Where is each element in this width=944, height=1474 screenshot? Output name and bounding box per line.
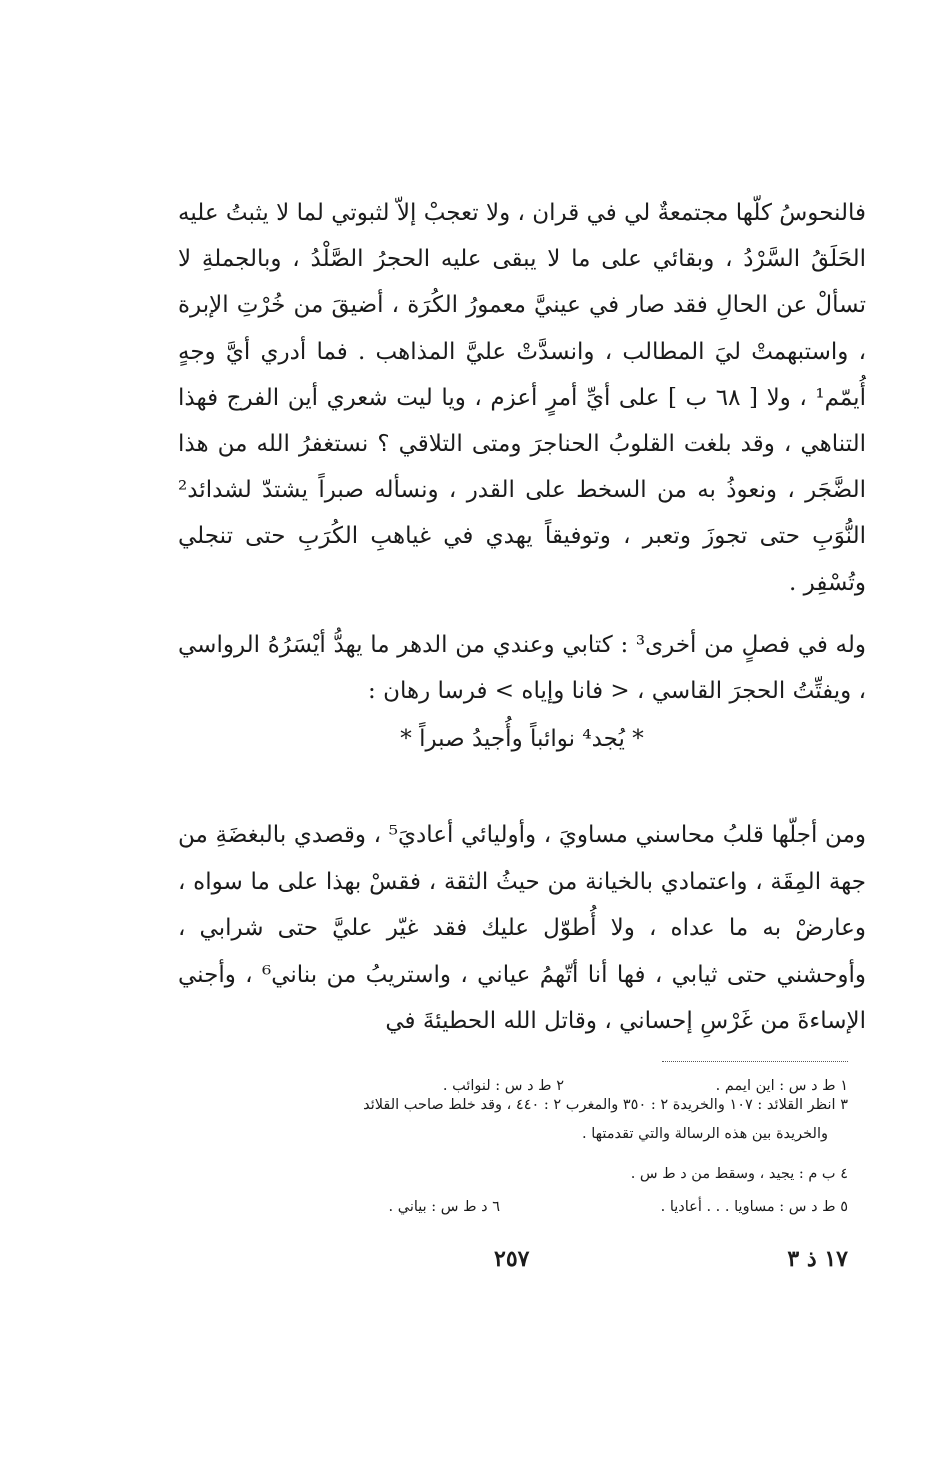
footnote-2: ٢ ط د س : لنوائب .	[442, 1078, 564, 1094]
paragraph-2: وله في فصلٍ من أخرى³ : كتابي وعندي من الدهر ما يهدُّ أيْسَرُهُ الرواسي ، ويفتِّتُ الحجرَ القاسي ، < فانا وإياه > فرسا رهان :	[178, 632, 867, 704]
footnote-3: ٣ انظر القلائد : ١٠٧ والخريدة ٢ : ٣٥٠ والمغرب ٢ : ٤٤٠ ، وقد خلط صاحب القلائد	[363, 1097, 848, 1113]
footnote-3-continued: والخريدة بين هذه الرسالة والتي تقدمتها .	[582, 1126, 828, 1142]
page-number: ٢٥٧	[494, 1246, 530, 1272]
verse-line: * يُجد⁴ نوائباً وأُجيدُ صبراً *	[400, 726, 644, 752]
paragraph-1: فالنحوسُ كلّها مجتمعةٌ لي في قران ، ولا تعجبْ إلاّ لثبوتي لما لا يثبتُ عليه الحَلَقُ السَّرْدُ ، وبقائي على ما لا يبقى عليه الحجرُ الصَّلْدُ ، وبالجملةِ لا تسألْ عن الحالِ فقد صار في عينيَّ معمورُ الكُرَة ، أضيقَ من خُرْتِ الإبرة ، واستبهمتْ ليَ المطالب ، وانسدَّتْ عليَّ المذاهب . فما أدري أيَّ وجهٍ أُيمّم¹ ، ولا [ ٦٨ ب ] على أيِّ أمرٍ أعزم ، ويا ليت شعري أين الفرج فهذا التناهي ، وقد بلغت القلوبُ الحناجرَ ومتى التلاقي ؟ نستغفرُ الله من هذا الضَّجَر ، ونعوذُ به من السخط على القدر ، ونسأله صبراً يشتدّ لشدائد² النُّوَبِ حتى تجوزَ وتعبر ، وتوفيقاً يهدي في غياهبِ الكُرَبِ حتى تنجلي وتُسْفِر .	[178, 200, 866, 596]
footnote-separator	[662, 1061, 848, 1062]
footnote-6: ٦ د ط س : بياني .	[388, 1199, 500, 1215]
signature-mark: ١٧ ذ ٣	[787, 1246, 848, 1272]
footnote-1: ١ ط د س : اين ايمم .	[715, 1078, 848, 1094]
paragraph-3: ومن أجلّها قلبُ محاسني مساويَ ، وأوليائي أعاديَ⁵ ، وقصدي بالبغضَةِ من جهة المِقَة ، واعتمادي بالخيانة من حيثُ الثقة ، فقسْ بهذا على ما سواه ، وعارضْ به ما عداه ، ولا أُطوّل عليك فقد غيّر عليَّ حتى شرابي ، وأوحشني حتى ثيابي ، فها أنا أتّهمُ عياني ، واستريبُ من بناني⁶ ، وأجني الإساءةَ من غَرْسِ إحساني ، وقاتل الله الحطيئةَ في	[178, 822, 867, 1035]
footnote-5: ٥ ط د س : مساويا . . . أعاديا .	[660, 1199, 848, 1215]
footnote-4: ٤ ب م : يجيد ، وسقط من د ط س .	[630, 1166, 848, 1182]
